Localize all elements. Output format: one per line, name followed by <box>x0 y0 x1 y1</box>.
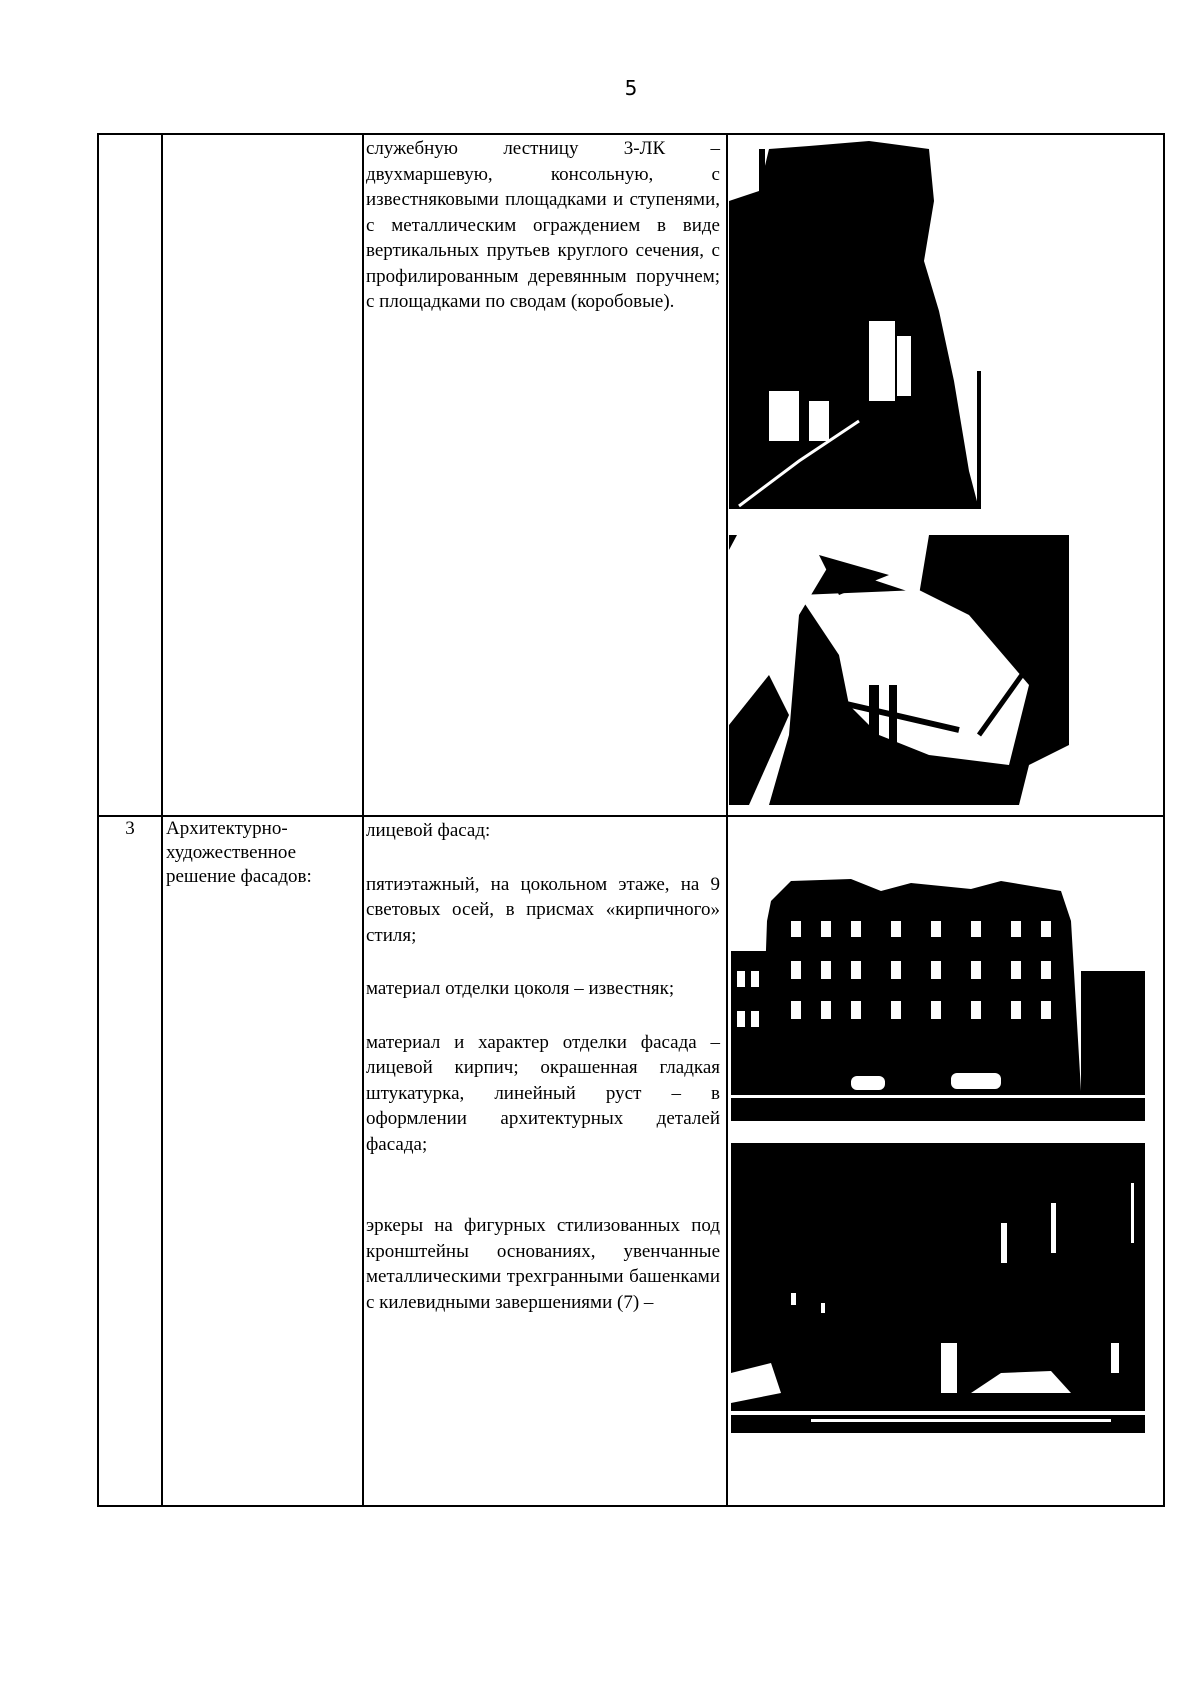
bay-window-photo <box>731 1143 1145 1433</box>
description-paragraph: пятиэтажный, на цокольном этаже, на 9 световых осей, в присмах «кирпичного» стиля; <box>366 873 720 946</box>
column-divider <box>161 135 163 1505</box>
column-divider <box>726 135 728 1505</box>
row-description <box>366 818 720 1315</box>
stair-landing-photo <box>729 535 1069 805</box>
staircase-photo <box>729 141 1001 509</box>
page-number: 5 <box>624 76 638 100</box>
description-paragraph: служебную лестницу 3-ЛК – двухмаршевую, консольную, с известняковыми площадками и ступенями, с металлическим ограждением в виде вертикальных прутьев круглого сечения, с профилированным деревянным поручнем; с площадками по сводам (коробовые). <box>366 138 720 312</box>
description-paragraph: материал отделки цоколя – известняк; <box>366 978 675 999</box>
row-description <box>366 136 720 315</box>
description-paragraph: эркеры на фигурных стилизованных под кронштейны основаниях, увенчанные металлическими трехгранными башенками с килевидными завершениями (7) – <box>366 1215 720 1313</box>
row-feature-name: Архитектурно-художественное решение фасадов: <box>166 818 312 887</box>
facade-photo <box>731 861 1145 1121</box>
description-paragraph: лицевой фасад: <box>366 820 491 841</box>
object-description-table <box>97 133 1165 1507</box>
description-paragraph: материал и характер отделки фасада – лицевой кирпич; окрашенная гладкая штукатурка, линейный руст – в оформлении архитектурных деталей фасада; <box>366 1031 720 1155</box>
column-divider <box>362 135 364 1505</box>
row-number: 3 <box>125 818 135 839</box>
